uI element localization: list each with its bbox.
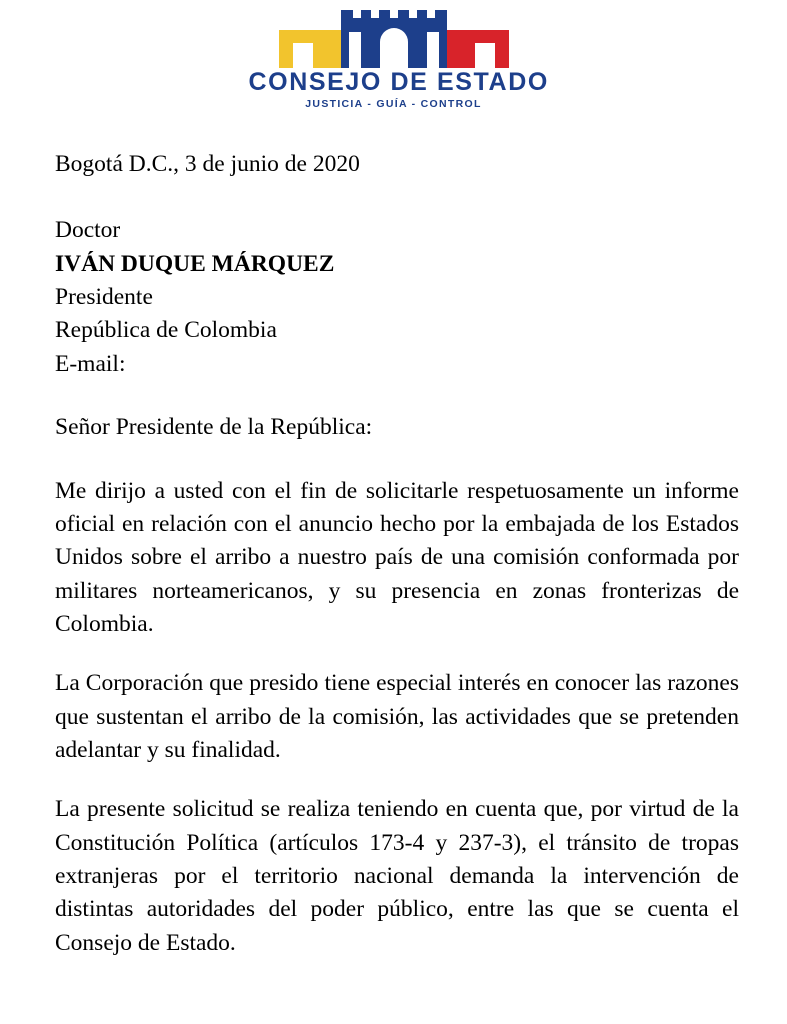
place-and-date: Bogotá D.C., 3 de junio de 2020 xyxy=(55,151,360,177)
paragraph-3: La presente solicitud se realiza teniendo en cuenta que, por virtud de la Constitución Política (artículos 173-4 y 237-3), el tránsito de tropas extranjeras por el territorio nacional demanda la intervención de distintas autoridades del poder público, entre las que se cuenta el Consejo de Estado. xyxy=(55,796,739,956)
addressee-entity: República de Colombia xyxy=(55,317,277,344)
salutation: Señor Presidente de la República: xyxy=(55,414,373,441)
addressee-block xyxy=(55,214,739,381)
paragraph-1: Me dirijo a usted con el fin de solicitarle respetuosamente un informe oficial en relación con el anuncio hecho por la embajada de los Estados Unidos sobre el arribo a nuestro país de una comisión conformada por militares norteamericanos, y su presencia en zonas fronterizas de Colombia. xyxy=(55,477,739,637)
addressee-email-label: E-mail: xyxy=(55,350,126,377)
emblem-icon xyxy=(249,10,539,68)
logo-title: CONSEJO DE ESTADO xyxy=(248,68,549,96)
spacer xyxy=(55,767,739,793)
letterhead xyxy=(0,0,787,110)
addressee-name: IVÁN DUQUE MÁRQUEZ xyxy=(55,250,335,277)
paragraph-2: La Corporación que presido tiene especial interés en conocer las razones que sustentan el arribo de la comisión, las actividades que se pretenden adelantar y su finalidad. xyxy=(55,670,739,764)
letter-body xyxy=(0,148,787,960)
addressee-honorific: Doctor xyxy=(55,217,121,244)
spacer xyxy=(55,381,739,411)
spacer xyxy=(55,641,739,667)
spacer xyxy=(55,445,739,475)
institutional-logo xyxy=(248,10,549,110)
addressee-position: Presidente xyxy=(55,284,153,311)
logo-subtitle: JUSTICIA - GUÍA - CONTROL xyxy=(305,98,482,110)
spacer xyxy=(55,181,739,214)
